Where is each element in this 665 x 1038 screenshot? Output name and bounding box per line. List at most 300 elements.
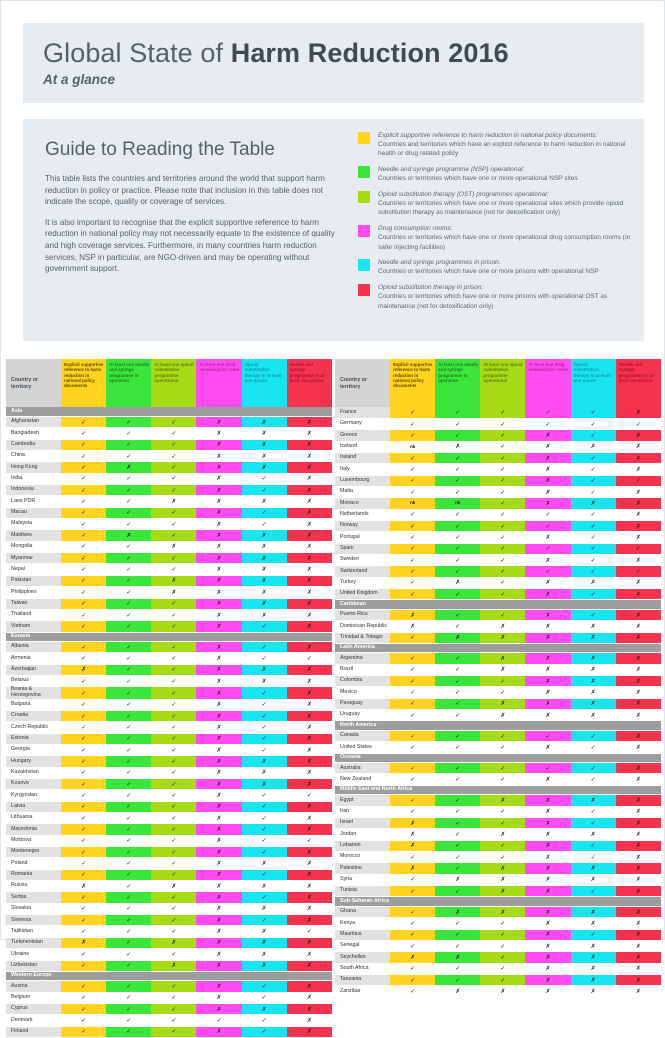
country-name: Austria	[6, 981, 61, 992]
cross-icon: ✗	[216, 452, 222, 460]
indicator-cell	[571, 929, 616, 940]
indicator-cell	[480, 653, 525, 664]
cross-icon: ✗	[171, 962, 177, 970]
indicator-cell	[106, 642, 151, 653]
check-icon: ✓	[81, 622, 87, 630]
indicator-cell	[571, 509, 616, 520]
cross-icon: ✗	[306, 803, 312, 811]
indicator-cell	[287, 790, 332, 801]
check-icon: ✓	[171, 735, 177, 743]
check-icon: ✓	[590, 488, 596, 496]
check-icon: ✓	[81, 769, 87, 777]
check-icon: ✓	[410, 711, 416, 719]
cross-icon: ✗	[545, 499, 551, 507]
indicator-cell	[242, 473, 287, 484]
indicator-cell	[151, 744, 196, 755]
indicator-cell	[435, 974, 480, 985]
cross-icon: ✗	[545, 876, 551, 884]
country-name: United States	[335, 742, 390, 753]
indicator-cell	[106, 621, 151, 632]
table-row	[335, 543, 661, 554]
indicator-cell	[435, 698, 480, 709]
indicator-cell	[435, 632, 480, 643]
check-icon: ✓	[261, 803, 267, 811]
check-icon: ✓	[455, 689, 461, 697]
indicator-cell	[435, 863, 480, 874]
check-icon: ✓	[126, 509, 132, 517]
indicator-cell	[106, 676, 151, 687]
indicator-cell	[525, 509, 570, 520]
right-table-header-row	[335, 359, 661, 407]
indicator-cell	[525, 543, 570, 554]
indicator-cell	[616, 986, 661, 997]
indicator-cell	[480, 710, 525, 721]
indicator-cell	[61, 417, 106, 428]
cross-icon: ✗	[590, 865, 596, 873]
check-icon: ✓	[126, 792, 132, 800]
cross-icon: ✗	[306, 860, 312, 868]
indicator-cell	[287, 779, 332, 790]
check-icon: ✓	[410, 965, 416, 973]
indicator-cell	[151, 439, 196, 450]
cross-icon: ✗	[635, 831, 641, 839]
cross-icon: ✗	[635, 634, 641, 642]
cross-icon: ✗	[261, 666, 267, 674]
indicator-cell	[480, 543, 525, 554]
indicator-cell	[435, 577, 480, 588]
check-icon: ✓	[171, 837, 177, 845]
indicator-cell	[287, 949, 332, 960]
indicator-cell	[616, 441, 661, 452]
check-icon: ✓	[455, 887, 461, 895]
indicator-cell	[287, 687, 332, 699]
check-icon: ✓	[81, 905, 87, 913]
cross-icon: ✗	[261, 577, 267, 585]
indicator-cell	[151, 835, 196, 846]
table-row	[6, 507, 332, 518]
indicator-cell	[287, 621, 332, 632]
cross-icon: ✗	[590, 987, 596, 995]
country-name: Romania	[6, 869, 61, 880]
check-icon: ✓	[126, 871, 132, 879]
indicator-cell	[480, 687, 525, 698]
table-row	[335, 609, 661, 620]
country-name: Belarus	[6, 676, 61, 687]
indicator-cell	[287, 835, 332, 846]
indicator-cell	[61, 676, 106, 687]
cross-icon: ✗	[635, 842, 641, 850]
indicator-cell	[480, 621, 525, 632]
country-name: South Africa	[335, 963, 390, 974]
country-name: Belgium	[6, 992, 61, 1003]
check-icon: ✓	[81, 464, 87, 472]
indicator-cell	[571, 418, 616, 429]
cross-icon: ✗	[216, 803, 222, 811]
table-row	[335, 452, 661, 463]
column-header-1: Explicit supportive reference to harm reduction in national policy documents	[61, 359, 106, 407]
indicator-cell	[242, 541, 287, 552]
country-name: Australia	[335, 763, 390, 774]
indicator-cell	[616, 929, 661, 940]
cross-icon: ✗	[545, 831, 551, 839]
check-icon: ✓	[590, 776, 596, 784]
cross-icon: ✗	[545, 611, 551, 619]
indicator-cell	[525, 730, 570, 741]
legend-text	[378, 224, 638, 252]
indicator-cell	[287, 496, 332, 507]
indicator-cell	[287, 553, 332, 564]
indicator-cell	[435, 806, 480, 817]
indicator-cell	[435, 774, 480, 785]
cross-icon: ✗	[261, 677, 267, 685]
table-row	[6, 881, 332, 892]
cross-icon: ✗	[216, 430, 222, 438]
indicator-cell	[151, 428, 196, 439]
check-icon: ✓	[500, 732, 506, 740]
check-icon: ✓	[455, 831, 461, 839]
check-icon: ✓	[261, 983, 267, 991]
cross-icon: ✗	[261, 950, 267, 958]
check-icon: ✓	[126, 928, 132, 936]
indicator-cell	[525, 986, 570, 997]
check-icon: ✓	[171, 430, 177, 438]
indicator-cell	[106, 992, 151, 1003]
indicator-cell	[480, 742, 525, 753]
country-name: Georgia	[6, 744, 61, 755]
table-row	[6, 598, 332, 609]
indicator-cell	[196, 519, 241, 530]
check-icon: ✓	[410, 488, 416, 496]
check-icon: ✓	[81, 498, 87, 506]
right-table-wrapper	[335, 359, 661, 995]
check-icon: ✓	[500, 522, 506, 530]
cross-icon: ✗	[306, 983, 312, 991]
indicator-cell	[196, 621, 241, 632]
indicator-cell	[151, 519, 196, 530]
check-icon: ✓	[410, 522, 416, 530]
cross-icon: ✗	[261, 418, 267, 426]
check-icon: ✓	[126, 769, 132, 777]
indicator-cell	[242, 937, 287, 948]
table-row	[335, 520, 661, 531]
cross-icon: ✗	[306, 962, 312, 970]
indicator-cell	[196, 687, 241, 699]
check-icon: ✓	[81, 600, 87, 608]
table-row	[335, 840, 661, 851]
check-icon: ✓	[545, 764, 551, 772]
indicator-cell	[616, 577, 661, 588]
cross-icon: ✗	[306, 430, 312, 438]
check-icon: ✓	[455, 420, 461, 428]
check-icon: ✓	[81, 577, 87, 585]
region-label: Eurasia	[6, 632, 332, 642]
indicator-cell	[242, 756, 287, 767]
cross-icon: ✗	[635, 677, 641, 685]
check-icon: ✓	[261, 916, 267, 924]
indicator-cell	[151, 981, 196, 992]
check-icon: ✓	[81, 520, 87, 528]
indicator-cell	[480, 929, 525, 940]
table-row	[335, 863, 661, 874]
cross-icon: ✗	[545, 942, 551, 950]
indicator-cell	[480, 486, 525, 497]
cross-icon: ✗	[590, 655, 596, 663]
check-icon: ✓	[81, 452, 87, 460]
country-name: Paraguay	[335, 698, 390, 709]
check-icon: ✓	[455, 465, 461, 473]
check-icon: ✓	[455, 919, 461, 927]
indicator-cell	[106, 881, 151, 892]
cross-icon: ✗	[635, 942, 641, 950]
check-icon: ✓	[126, 757, 132, 765]
indicator-cell	[287, 903, 332, 914]
check-icon: ✓	[590, 931, 596, 939]
data-tables	[6, 359, 661, 1036]
indicator-cell	[480, 763, 525, 774]
indicator-cell	[106, 767, 151, 778]
country-name: Jordan	[335, 829, 390, 840]
indicator-cell	[106, 598, 151, 609]
check-icon: ✓	[261, 509, 267, 517]
indicator-cell	[525, 698, 570, 709]
check-icon: ✓	[500, 919, 506, 927]
indicator-cell	[390, 653, 435, 664]
country-name: Vietnam	[6, 621, 61, 632]
indicator-cell	[616, 452, 661, 463]
country-name: Moldova	[6, 835, 61, 846]
cross-icon: ✗	[216, 611, 222, 619]
cross-icon: ✗	[590, 942, 596, 950]
cross-icon: ✗	[216, 871, 222, 879]
region-header-row	[335, 897, 661, 907]
cross-icon: ✗	[545, 776, 551, 784]
indicator-cell	[151, 541, 196, 552]
check-icon: ✓	[455, 764, 461, 772]
check-icon: ✓	[171, 441, 177, 449]
indicator-cell	[106, 892, 151, 903]
check-icon: ✓	[410, 545, 416, 553]
indicator-cell	[106, 485, 151, 496]
indicator-cell	[151, 926, 196, 937]
check-icon: ✓	[126, 803, 132, 811]
check-icon: ✓	[500, 443, 506, 451]
check-icon: ✓	[455, 931, 461, 939]
indicator-cell	[390, 509, 435, 520]
right-table-body	[335, 407, 661, 997]
indicator-cell	[571, 698, 616, 709]
indicator-cell	[242, 835, 287, 846]
cross-icon: ✗	[635, 743, 641, 751]
country-name: Brazil	[335, 664, 390, 675]
indicator-cell	[525, 918, 570, 929]
indicator-cell	[106, 439, 151, 450]
country-name: Bangladesh	[6, 428, 61, 439]
indicator-cell	[287, 869, 332, 880]
indicator-cell	[571, 664, 616, 675]
cross-icon: ✗	[216, 418, 222, 426]
check-icon: ✓	[500, 556, 506, 564]
table-row	[335, 554, 661, 565]
indicator-cell	[390, 577, 435, 588]
indicator-cell	[196, 598, 241, 609]
column-header-5: Opioid substitution therapy in at least one prison	[242, 359, 287, 407]
indicator-cell	[525, 532, 570, 543]
indicator-cell	[435, 818, 480, 829]
indicator-cell	[525, 632, 570, 643]
check-icon: ✓	[126, 554, 132, 562]
indicator-cell	[616, 566, 661, 577]
indicator-cell	[480, 986, 525, 997]
country-name: Denmark	[6, 1015, 61, 1026]
indicator-cell	[106, 779, 151, 790]
check-icon: ✓	[455, 408, 461, 416]
check-icon: ✓	[171, 994, 177, 1002]
legend-text	[378, 190, 638, 218]
indicator-cell	[61, 767, 106, 778]
check-icon: ✓	[126, 939, 132, 947]
indicator-cell	[196, 587, 241, 598]
indicator-cell	[242, 642, 287, 653]
indicator-cell	[616, 520, 661, 531]
region-header-row	[335, 643, 661, 653]
cross-icon: ✗	[500, 796, 506, 804]
cross-icon: ✗	[635, 819, 641, 827]
indicator-cell	[571, 963, 616, 974]
indicator-cell	[525, 929, 570, 940]
check-icon: ✓	[590, 590, 596, 598]
page-subtitle: At a glance	[43, 72, 116, 87]
indicator-cell	[390, 774, 435, 785]
check-icon: ✓	[590, 408, 596, 416]
indicator-cell	[480, 840, 525, 851]
table-row	[335, 430, 661, 441]
indicator-cell	[242, 485, 287, 496]
cross-icon: ✗	[590, 711, 596, 719]
table-row	[6, 609, 332, 620]
indicator-cell	[616, 906, 661, 917]
cross-icon: ✗	[410, 953, 416, 961]
indicator-cell	[61, 541, 106, 552]
check-icon: ✓	[81, 916, 87, 924]
indicator-cell	[151, 621, 196, 632]
check-icon: ✓	[410, 579, 416, 587]
indicator-cell	[151, 485, 196, 496]
check-icon: ✓	[81, 655, 87, 663]
check-icon: ✓	[261, 994, 267, 1002]
indicator-cell	[480, 918, 525, 929]
indicator-cell	[525, 940, 570, 951]
table-row	[335, 963, 661, 974]
indicator-cell	[196, 664, 241, 675]
indicator-cell	[480, 430, 525, 441]
indicator-cell	[242, 767, 287, 778]
cross-icon: ✗	[261, 882, 267, 890]
column-header-6: Needle and syringe programme in at least one prison	[616, 359, 661, 407]
cross-icon: ✗	[635, 689, 641, 697]
cross-icon: ✗	[500, 887, 506, 895]
cross-icon: ✗	[545, 634, 551, 642]
check-icon: ✓	[126, 1028, 132, 1036]
indicator-cell	[61, 664, 106, 675]
cross-icon: ✗	[590, 908, 596, 916]
indicator-cell	[151, 960, 196, 971]
indicator-cell	[616, 687, 661, 698]
guide-paragraph-1: This table lists the countries and territories around the world that support harm reduction in policy or practice. Please note that inclusion in this table does not indicate the scope, quality or coverage of services.	[45, 174, 325, 207]
check-icon: ✓	[126, 701, 132, 709]
check-icon: ✓	[410, 700, 416, 708]
indicator-cell	[287, 462, 332, 473]
legend-swatch-icon	[358, 166, 370, 178]
indicator-cell	[242, 813, 287, 824]
cross-icon: ✗	[500, 700, 506, 708]
indicator-cell	[435, 687, 480, 698]
indicator-cell	[61, 507, 106, 518]
indicator-cell	[196, 451, 241, 462]
indicator-cell	[571, 852, 616, 863]
table-row	[335, 818, 661, 829]
indicator-cell	[616, 886, 661, 897]
check-icon: ✓	[81, 566, 87, 574]
indicator-cell	[196, 722, 241, 733]
table-row	[6, 553, 332, 564]
check-icon: ✓	[126, 894, 132, 902]
region-header-row	[335, 721, 661, 731]
country-name: Indonesia	[6, 485, 61, 496]
indicator-cell	[616, 742, 661, 753]
indicator-cell	[151, 756, 196, 767]
country-name: Monaco	[335, 498, 390, 509]
cross-icon: ✗	[261, 962, 267, 970]
check-icon: ✓	[410, 942, 416, 950]
table-row	[6, 835, 332, 846]
cross-icon: ✗	[216, 962, 222, 970]
check-icon: ✓	[126, 723, 132, 731]
indicator-cell	[480, 498, 525, 509]
check-icon: ✓	[81, 486, 87, 494]
check-icon: ✓	[126, 916, 132, 924]
country-name: Kazakhstan	[6, 767, 61, 778]
country-name: Norway	[335, 520, 390, 531]
indicator-cell	[571, 886, 616, 897]
indicator-cell	[571, 475, 616, 486]
table-row	[6, 892, 332, 903]
indicator-cell	[151, 699, 196, 710]
check-icon: ✓	[455, 976, 461, 984]
indicator-cell	[242, 564, 287, 575]
country-name: India	[6, 473, 61, 484]
check-icon: ✓	[126, 994, 132, 1002]
indicator-cell	[106, 869, 151, 880]
cross-icon: ✗	[306, 520, 312, 528]
cross-icon: ✗	[216, 848, 222, 856]
indicator-cell	[480, 632, 525, 643]
column-header-2: At least one needle and syringe programme in operation	[106, 359, 151, 407]
indicator-cell	[106, 428, 151, 439]
cross-icon: ✗	[306, 871, 312, 879]
indicator-cell	[242, 881, 287, 892]
check-icon: ✓	[126, 452, 132, 460]
check-icon: ✓	[81, 803, 87, 811]
indicator-cell	[525, 963, 570, 974]
indicator-cell	[151, 1004, 196, 1015]
indicator-cell	[525, 952, 570, 963]
check-icon: ✓	[410, 655, 416, 663]
check-icon: ✓	[455, 622, 461, 630]
legend-item-body: Countries or territories which have one or more prisons with operational NSP	[378, 268, 599, 276]
check-icon: ✓	[500, 764, 506, 772]
table-row	[6, 1004, 332, 1015]
indicator-cell	[287, 575, 332, 586]
